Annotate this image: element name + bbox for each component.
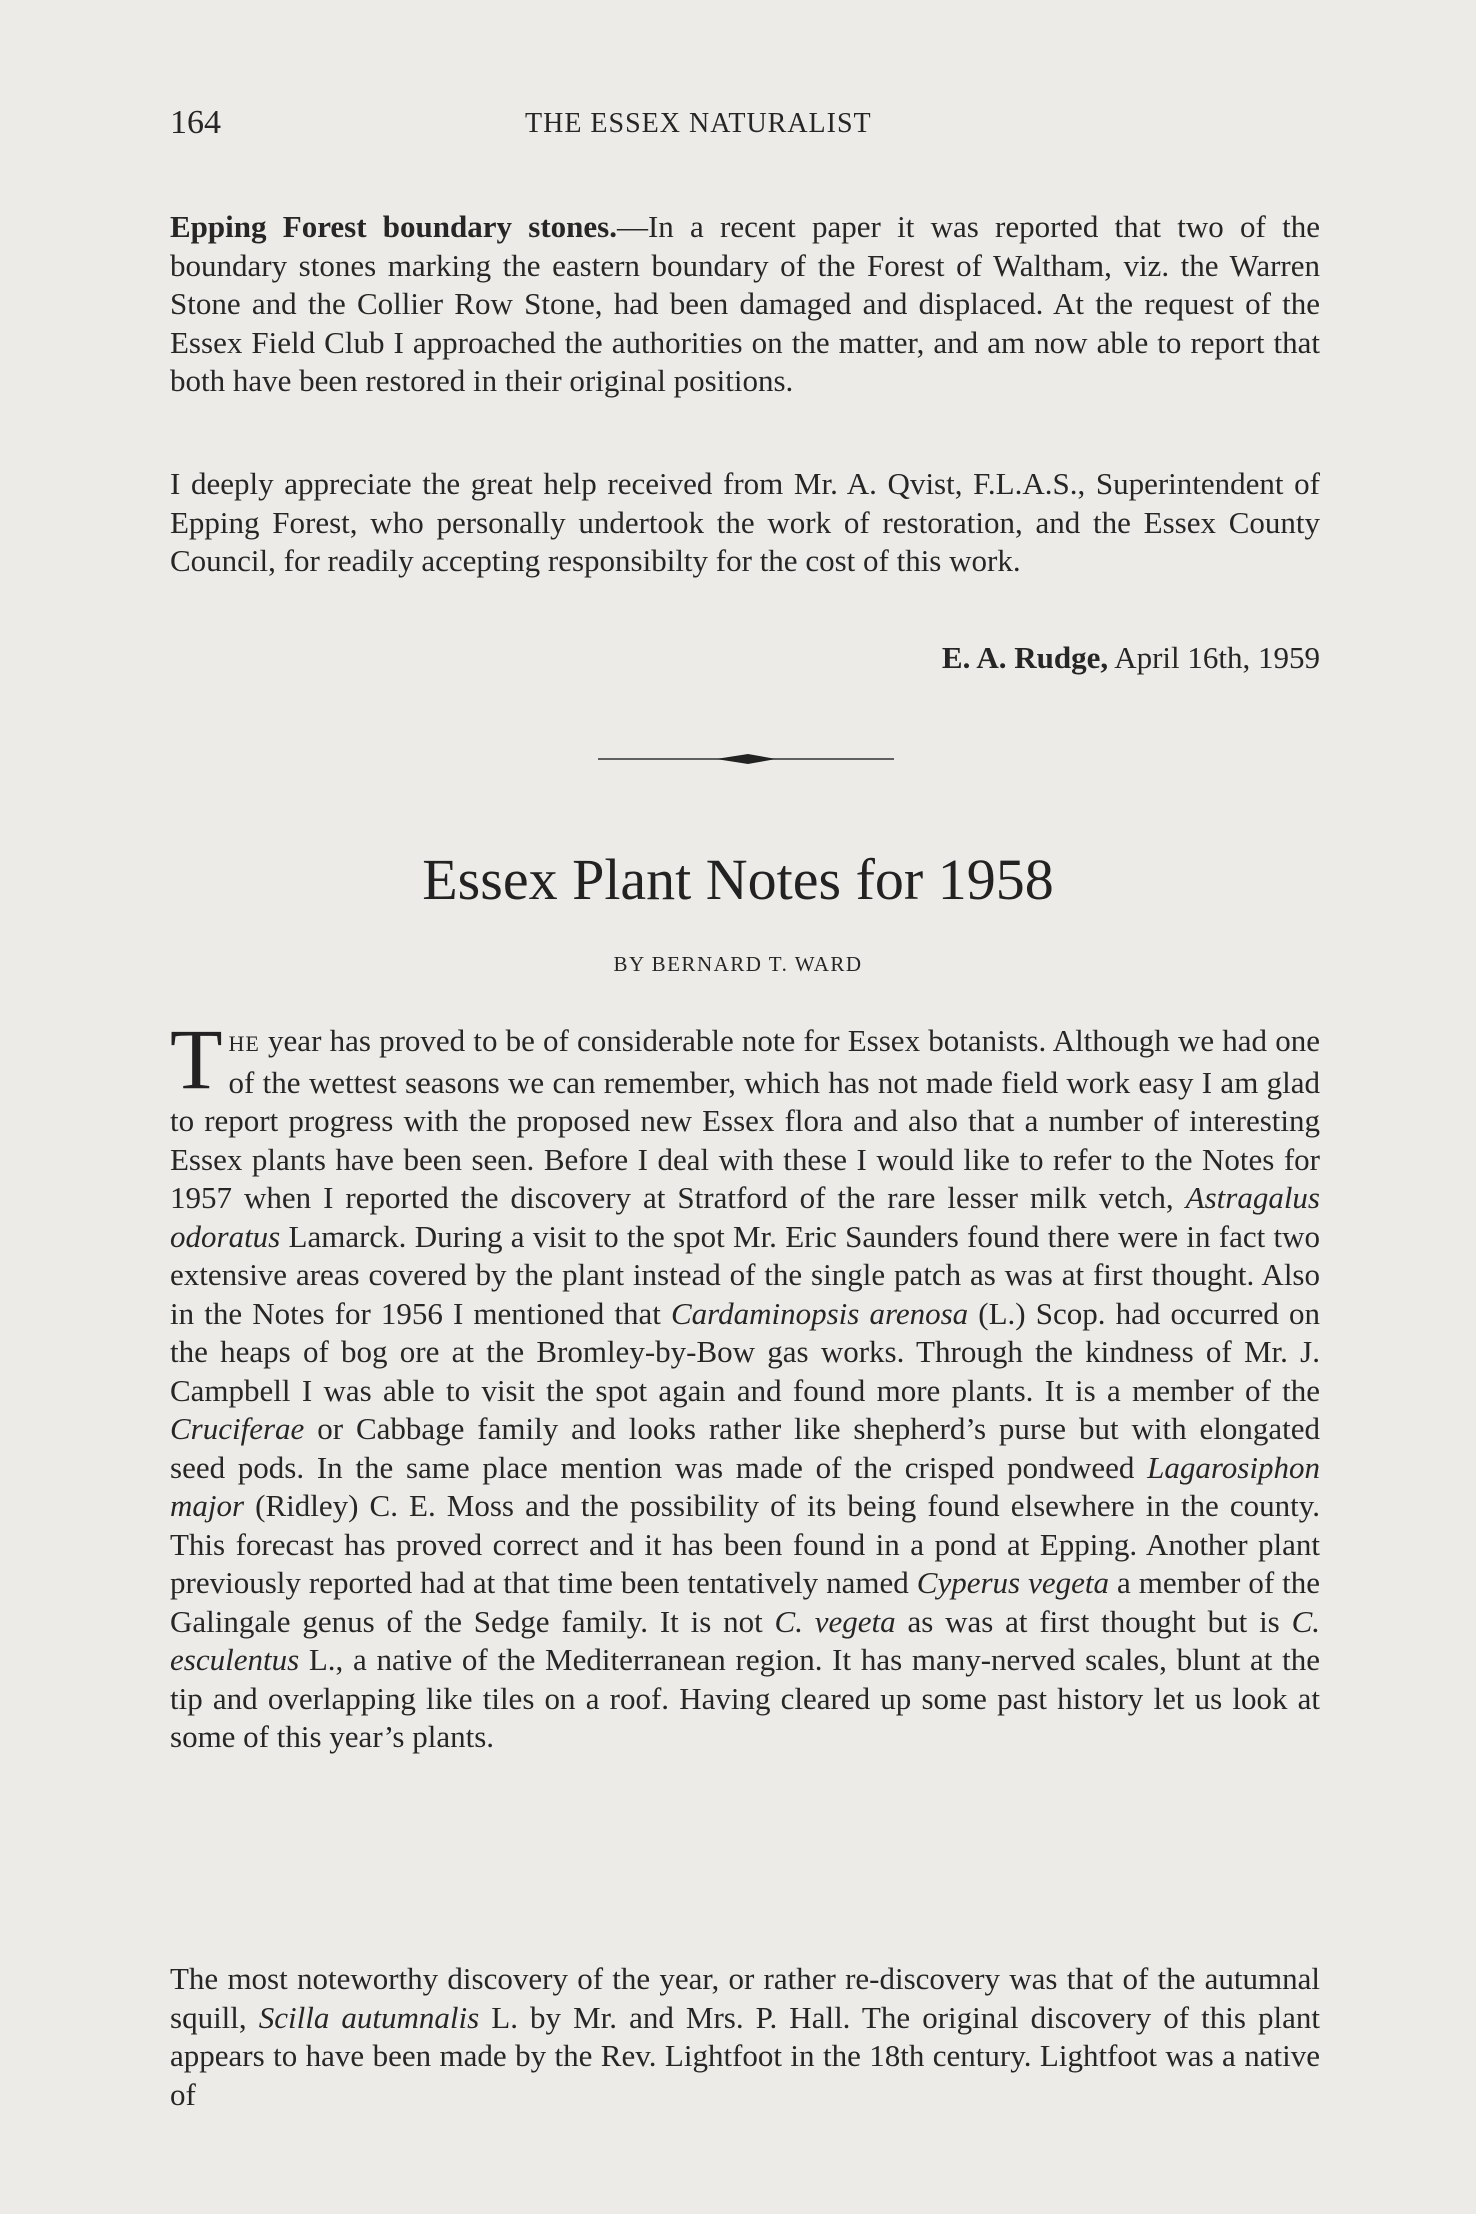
text-run: (Ridley) C. E. Moss and the possibility of its being found elsewhere in the county. This forecast has proved correct and it has been found in a pond at Epping. Another plant previously reported had at that time been tentatively named (170, 1488, 1320, 1600)
text-run: year has proved to be of considerable note for Essex botanists. Although we had one of the wettest seasons we can remember, which has not made field work easy I am glad to report progress with the proposed new Essex flora and also that a number of interesting Essex plants have been seen. Before I deal with these I would like to refer to the Notes for 1957 when I reported the discovery at Stratford of the rare lesser milk vetch, (170, 1023, 1320, 1215)
species-name: Astragalus odoratus (170, 1180, 1320, 1254)
text-run: as was at first thought but is (895, 1603, 1292, 1639)
species-name: C. esculentus (170, 1603, 1321, 1677)
note-paragraph-1 (170, 208, 1320, 401)
small-caps-lead: HE (228, 1031, 260, 1056)
text-run: L. by Mr. and Mrs. P. Hall. The original discovery of this plant appears to have been made by the Rev. Lightfoot in the 18th century. Lightfoot was a native of (170, 1999, 1321, 2112)
note-paragraph-2-text: I deeply appreciate the great help received from Mr. A. Qvist, F.L.A.S., Superintendent of Epping Forest, who personally undertook the work of restoration, and the Essex County Council, for readily accepting responsibilty for the cost of this work. (170, 466, 1320, 578)
article-paragraph-2 (170, 1960, 1320, 2114)
species-name: Scilla autumnalis (258, 1999, 480, 2035)
note-heading: Epping Forest boundary stones. (170, 209, 617, 244)
page-header (170, 104, 1320, 148)
text-run: L., a native of the Mediterranean region. It has many-nerved scales, blunt at the tip and overlapping like tiles on a roof. Having cleared up some past history let us look at some of this year’s plants. (170, 1642, 1320, 1754)
drop-cap: T (170, 1011, 223, 1107)
running-head: THE ESSEX NATURALIST (525, 108, 872, 139)
text-run: or Cabbage family and looks rather like shepherd’s purse but with elongated seed pods. In the same place mention was made of the crisped pondweed (170, 1411, 1320, 1485)
section-divider-ornament (598, 748, 894, 770)
text-run: The most noteworthy discovery of the year, or rather re-discovery was that of the autumnal squill, (170, 1961, 1320, 2035)
text-run: a member of the Galingale genus of the Sedge family. It is not (170, 1565, 1321, 1639)
signature-date: April 16th, 1959 (1108, 640, 1320, 675)
species-name: Cardaminopsis arenosa (671, 1295, 969, 1331)
note-signature (942, 640, 1320, 676)
species-name: C. vegeta (774, 1603, 896, 1639)
note-paragraph-2 (170, 465, 1320, 581)
note-paragraph-1-text: —In a recent paper it was reported that two of the boundary stones marking the eastern boundary of the Forest of Waltham, viz. the Warren Stone and the Collier Row Stone, had been damaged and displaced. At the request of the Essex Field Club I approached the authorities on the matter, and am now able to report that both have been restored in their original positions. (170, 209, 1320, 398)
article-byline: BY BERNARD T. WARD (613, 952, 863, 976)
text-run: (L.) Scop. had occurred on the heaps of bog ore at the Bromley-by-Bow gas works. Through the kindness of Mr. J. Campbell I was able to visit the spot again and found more plants. It is a member of the (170, 1295, 1320, 1408)
text-run: Lamarck. During a visit to the spot Mr. Eric Saunders found there were in fact two extensive areas covered by the plant instead of the single patch as was at first thought. Also in the Notes for 1956 I mentioned that (170, 1218, 1320, 1331)
species-name: Lagarosiphon major (170, 1449, 1320, 1523)
article-title: Essex Plant Notes for 1958 (422, 847, 1054, 912)
species-name: Cyperus vegeta (916, 1565, 1110, 1600)
page-number: 164 (170, 104, 221, 141)
signature-name: E. A. Rudge, (941, 640, 1109, 675)
article-paragraph-1 (170, 1011, 1321, 1757)
family-name: Cruciferae (170, 1411, 305, 1446)
